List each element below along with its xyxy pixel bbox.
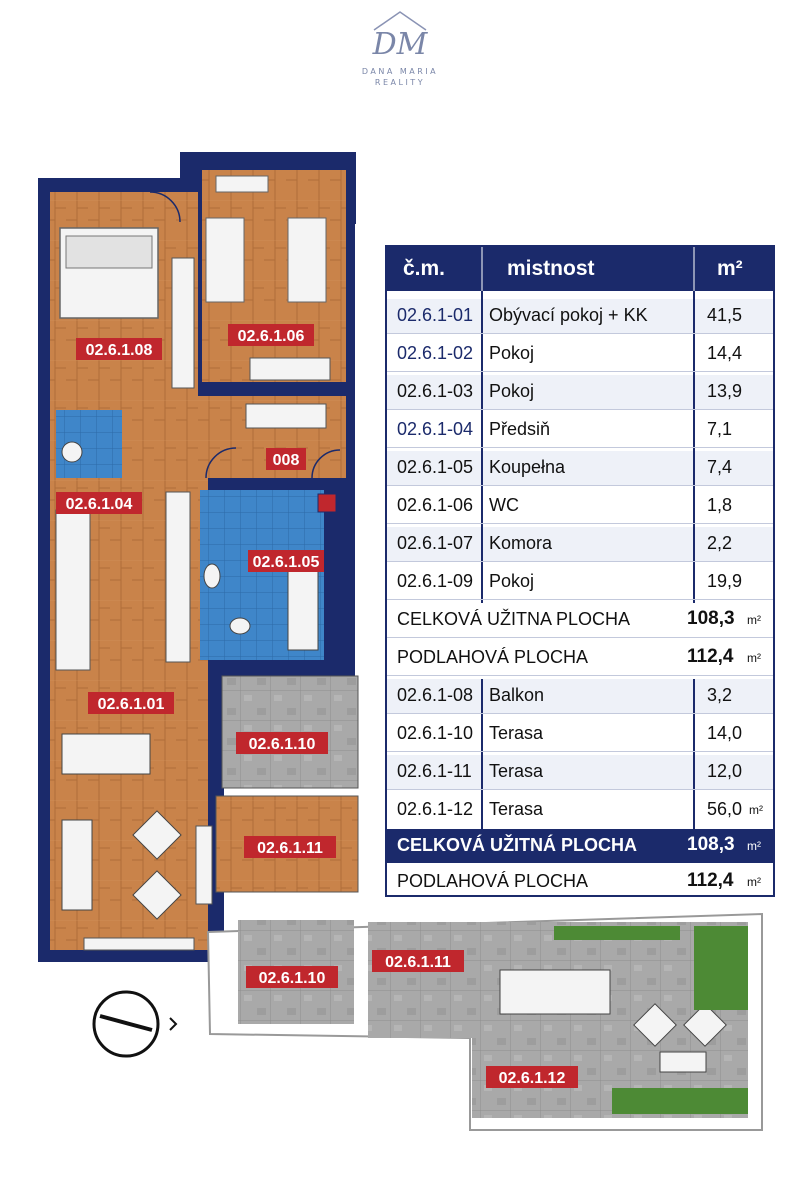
sum-value: 112,4 (687, 646, 734, 667)
room-area: 1,8 (707, 495, 733, 515)
single-bed-1 (206, 218, 244, 302)
toilet (204, 564, 220, 588)
table-row (387, 451, 773, 485)
total-unit: m² (747, 875, 761, 889)
room-name: Pokoj (489, 343, 535, 363)
label-106 (228, 324, 314, 346)
sofa (62, 820, 92, 910)
sum-unit: m² (747, 613, 761, 627)
room-name: Obývací pokoj + KK (489, 305, 648, 325)
staircase (166, 492, 190, 662)
wardrobe (172, 258, 194, 388)
sum-value: 108,3 (687, 608, 735, 629)
room-id: 02.6.1-07 (397, 533, 474, 553)
table-row (387, 527, 773, 561)
table-row (387, 679, 773, 713)
room-id: 02.6.1-10 (397, 723, 474, 743)
total-row-usable (387, 829, 773, 863)
label-112 (486, 1066, 578, 1088)
room-area: 12,0 (707, 761, 743, 781)
svg-text:008: 008 (272, 452, 300, 469)
room-id: 02.6.1-11 (397, 761, 472, 781)
dining-table (62, 734, 150, 774)
table-row (387, 717, 773, 751)
room-id: 02.6.1-06 (397, 495, 474, 515)
room-name: Pokoj (489, 571, 535, 591)
table-row (387, 755, 773, 789)
label-105 (248, 550, 324, 572)
room-name: Předsiň (489, 419, 551, 439)
area-table (385, 245, 775, 897)
terrace-table (500, 970, 610, 1014)
header-area: m² (717, 257, 743, 280)
room-id: 02.6.1-02 (397, 343, 474, 363)
total-value: 108,3 (687, 834, 735, 855)
table-row (387, 793, 773, 827)
toilet-2 (230, 618, 250, 634)
sum-unit: m² (747, 651, 761, 665)
planter-top (554, 926, 680, 940)
room-id: 02.6.1-04 (397, 419, 474, 439)
svg-text:02.6.1.06: 02.6.1.06 (237, 328, 305, 345)
planter-right (694, 926, 748, 1010)
label-101 (88, 692, 174, 714)
brand-line-1: DANA MARIA (361, 67, 439, 76)
header-room: mistnost (507, 257, 595, 280)
total-label: CELKOVÁ UŽITNÁ PLOCHA (397, 835, 637, 855)
single-bed-2 (288, 218, 326, 302)
label-111-lower (372, 950, 464, 972)
room-area: 19,9 (707, 571, 743, 591)
room-area: 2,2 (707, 533, 733, 553)
room-area: 14,4 (707, 343, 743, 363)
room-name: WC (489, 495, 519, 515)
table-row (387, 337, 773, 371)
logo-monogram: DM (372, 27, 428, 62)
north-arrow-icon (90, 990, 190, 1060)
sum-label: PODLAHOVÁ PLOCHA (397, 647, 589, 667)
table-header (387, 247, 773, 291)
room-area: 13,9 (707, 381, 743, 401)
svg-text:02.6.1.01: 02.6.1.01 (97, 696, 165, 713)
room-name: Terasa (489, 723, 544, 743)
room-name: Pokoj (489, 381, 535, 401)
sum-label: CELKOVÁ UŽITNA PLOCHA (397, 609, 631, 629)
svg-text:02.6.1.08: 02.6.1.08 (85, 342, 153, 359)
sum-row-usable (387, 603, 773, 637)
bathtub (288, 570, 318, 650)
room-area: 3,2 (707, 685, 733, 705)
room-name: Koupełna (489, 457, 566, 477)
table-row (387, 565, 773, 599)
table-row (387, 489, 773, 523)
room-name: Terasa (489, 761, 544, 781)
svg-text:02.6.1.10: 02.6.1.10 (258, 970, 326, 987)
svg-text:02.6.1.10: 02.6.1.10 (248, 736, 316, 753)
desk (216, 176, 268, 192)
label-110-upper (236, 732, 328, 754)
room-id: 02.6.1-09 (397, 571, 474, 591)
total-unit: m² (747, 839, 761, 853)
svg-text:02.6.1.05: 02.6.1.05 (252, 554, 320, 571)
room-area: 56,0 (707, 799, 743, 819)
window-bottom (84, 938, 194, 950)
shaft (318, 494, 336, 512)
brand-line-2: REALITY (374, 78, 426, 87)
header-num: č.m. (403, 257, 446, 280)
total-value: 112,4 (687, 870, 734, 891)
svg-text:02.6.1.11: 02.6.1.11 (257, 840, 323, 857)
room-area: 14,0 (707, 723, 743, 743)
room-name: Komora (489, 533, 553, 553)
room-name: Terasa (489, 799, 544, 819)
room-area: 7,1 (707, 419, 733, 439)
room-id: 02.6.1-12 (397, 799, 474, 819)
label-111-upper (244, 836, 336, 858)
label-108 (76, 338, 162, 360)
wc-basin (62, 442, 82, 462)
kitchen-counter (56, 510, 90, 670)
planter-bottom (612, 1088, 748, 1114)
room-id: 02.6.1-08 (397, 685, 474, 705)
label-008 (266, 448, 306, 470)
room-id: 02.6.1-01 (397, 305, 474, 325)
shelf (250, 358, 330, 380)
svg-text:02.6.1.04: 02.6.1.04 (65, 496, 133, 513)
table-row (387, 375, 773, 409)
total-row-floor (387, 865, 773, 897)
label-104 (56, 492, 142, 514)
room-id: 02.6.1-03 (397, 381, 474, 401)
svg-text:02.6.1.12: 02.6.1.12 (498, 1070, 566, 1087)
room-area: 7,4 (707, 457, 733, 477)
room-area: 41,5 (707, 305, 743, 325)
table-row (387, 413, 773, 447)
room-id: 02.6.1-05 (397, 457, 474, 477)
table-row (387, 299, 773, 333)
sum-row-floor (387, 641, 773, 675)
label-110-lower (246, 966, 338, 988)
total-label: PODLAHOVÁ PLOCHA (397, 871, 589, 891)
room-unit: m² (749, 803, 763, 817)
room-name: Balkon (489, 685, 545, 705)
svg-text:02.6.1.11: 02.6.1.11 (385, 954, 451, 971)
